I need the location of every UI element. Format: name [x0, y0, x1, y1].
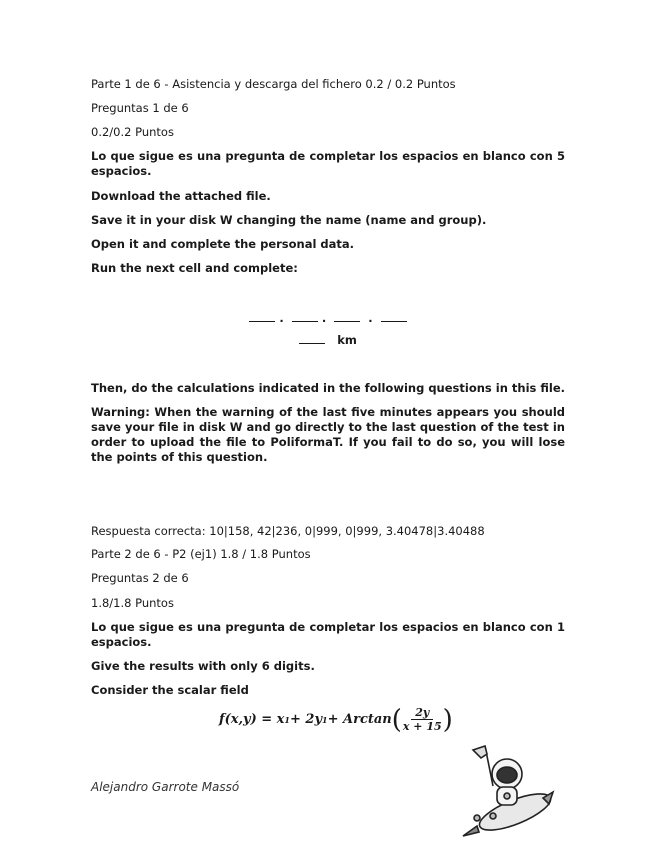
- blank-input-5[interactable]: [299, 333, 325, 344]
- part1-correct-answer: Respuesta correcta: 10|158, 42|236, 0|999, 0|999, 3.40478|3.40488: [91, 524, 485, 538]
- part1-question-count: Preguntas 1 de 6: [91, 101, 189, 115]
- part1-instruction-3: Open it and complete the personal data.: [91, 237, 355, 251]
- blank-input-1[interactable]: [249, 311, 275, 322]
- separator-dot: .: [321, 311, 327, 325]
- blank-input-4[interactable]: [381, 311, 407, 322]
- part2-intro: Lo que sigue es una pregunta de completar los espacios en blanco con 1 espacios.: [91, 620, 565, 649]
- fraction: $\frac{2y}{x + 15}$: [402, 706, 442, 733]
- blank-row-2: [91, 333, 565, 347]
- part1-instruction-4: Run the next cell and complete:: [91, 261, 298, 275]
- author-name: Alejandro Garrote Massó: [91, 780, 240, 794]
- part1-warning: Warning: When the warning of the last five minutes appears you should save your file in disk W and go directly to the last question of the test in order to upload the file to PoliformaT. If you fail to do so, you will lose the points of this question.: [91, 405, 565, 464]
- blank-input-3[interactable]: [334, 311, 360, 322]
- part2-instruction-2: Consider the scalar field: [91, 683, 249, 697]
- part1-instruction-2: Save it in your disk W changing the name (name and group).: [91, 213, 487, 227]
- part1-instruction-5: Then, do the calculations indicated in the following questions in this file.: [91, 381, 566, 395]
- separator-dot: .: [368, 311, 373, 325]
- separator-dot: .: [279, 311, 284, 325]
- part2-header: Parte 2 de 6 - P2 (ej1) 1.8 / 1.8 Puntos: [91, 547, 311, 561]
- scalar-field-formula: f(x,y) = x 1 + 2y 1 + Arctan ( $\frac{2y}{x + 15}$ ): [219, 704, 453, 735]
- right-paren: ): [442, 704, 453, 735]
- blank-input-2[interactable]: [292, 311, 318, 322]
- part1-header: Parte 1 de 6 - Asistencia y descarga del fichero 0.2 / 0.2 Puntos: [91, 77, 456, 91]
- blank-row-1: [91, 311, 565, 325]
- astronaut-rocket-icon: [455, 740, 555, 840]
- left-paren: (: [391, 704, 402, 735]
- part2-question-count: Preguntas 2 de 6: [91, 571, 189, 585]
- part1-instruction-1: Download the attached file.: [91, 189, 271, 203]
- unit-label: km: [337, 333, 357, 347]
- part1-intro: Lo que sigue es una pregunta de completar los espacios en blanco con 5 espacios.: [91, 149, 565, 178]
- part2-score: 1.8/1.8 Puntos: [91, 596, 174, 610]
- part2-instruction-1: Give the results with only 6 digits.: [91, 659, 315, 673]
- part1-score: 0.2/0.2 Puntos: [91, 125, 174, 139]
